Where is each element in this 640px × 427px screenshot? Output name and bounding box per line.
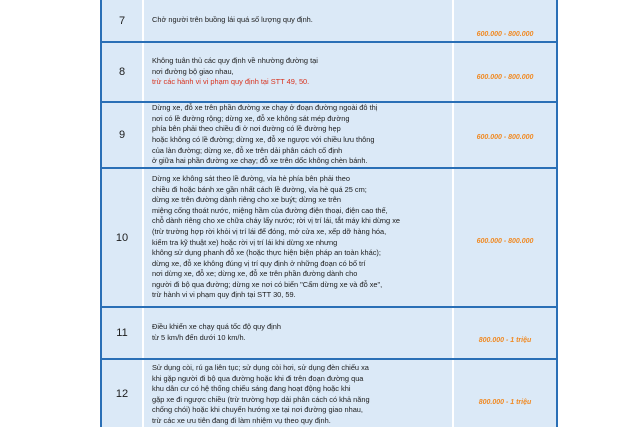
row-number: 11 xyxy=(102,308,142,358)
violation-description: Dừng xe không sát theo lề đường, vỉa hè phía bên phải theo chiều đi hoặc bánh xe gần nhất cách lề đường, vỉa hè quá 25 cm; dừng xe trên đường dành riêng cho xe buýt; dừng xe trên miệng cống thoát nước, miệng hầm của đường điện thoại, điện cao thế, chỗ dành riêng cho xe chữa cháy lấy nước; rời vị trí lái, tắt máy khi dừng xe (trừ trường hợp rời khỏi vị trí lái để đóng, mở cửa xe, xếp dỡ hàng hóa, kiểm tra kỹ thuật xe) hoặc rời vị trí lái khi dừng xe nhưng không sử dụng phanh đỗ xe (hoặc thực hiện biện pháp an toàn khác); dừng xe, đỗ xe không đúng vị trí quy định ở những đoạn có bố trí nơi dừng xe, đỗ xe; dừng xe, đỗ xe trên phần đường dành cho người đi bộ qua đường; dừng xe nơi có biển "Cấm dừng xe và đỗ xe", trừ hành vi vi phạm quy định tại STT 30, 59. xyxy=(152,173,401,300)
violation-text xyxy=(152,103,377,167)
table-row xyxy=(102,103,556,167)
fine-amount: 800.000 - 1 triệu xyxy=(478,337,532,344)
fine-cell xyxy=(454,360,556,427)
violation-text xyxy=(152,56,318,88)
violation-description: Không tuân thủ các quy định về nhường đường tại nơi đường bộ giao nhau, xyxy=(152,56,318,76)
violation-cell xyxy=(144,103,452,167)
violation-cell xyxy=(144,308,452,358)
fine-cell xyxy=(454,308,556,358)
violation-text xyxy=(152,15,313,26)
violation-cell xyxy=(144,0,452,41)
fine-amount: 800.000 - 1 triệu xyxy=(478,399,532,406)
violation-text xyxy=(152,174,400,301)
fine-amount: 600.000 - 800.000 xyxy=(476,238,534,245)
table-row xyxy=(102,360,556,427)
violation-cell xyxy=(144,43,452,101)
fine-amount: 600.000 - 800.000 xyxy=(476,74,534,81)
violation-exception: trừ các hành vi vi phạm quy định tại STT 49, 50. xyxy=(152,77,310,87)
fine-amount: 600.000 - 800.000 xyxy=(476,134,534,141)
fine-cell xyxy=(454,43,556,101)
fine-cell xyxy=(454,0,556,41)
fine-cell xyxy=(454,103,556,167)
fines-table xyxy=(100,0,558,427)
row-number: 10 xyxy=(102,169,142,306)
table-row xyxy=(102,308,556,358)
violation-description: Sử dụng còi, rú ga liên tục; sử dụng còi hơi, sử dụng đèn chiếu xa khi gặp người đi bộ qua đường hoặc khi đi trên đoạn đường qua khu dân cư có hệ thống chiếu sáng đang hoạt động hoặc khi gặp xe đi ngược chiều (trừ trường hợp dải phân cách có khả năng chống chói) hoặc khi chuyển hướng xe tại nơi đường giao nhau, trừ các xe ưu tiên đang đi làm nhiệm vụ theo quy định. xyxy=(152,363,370,425)
violation-cell xyxy=(144,169,452,306)
fine-cell xyxy=(454,169,556,306)
violation-description: Dừng xe, đỗ xe trên phần đường xe chạy ở đoạn đường ngoài đô thị nơi có lề đường rộng; dừng xe, đỗ xe không sát mép đường phía bên phải theo chiều đi ở nơi đường có lề đường hẹp hoặc không có lề đường; dừng xe, đỗ xe ngược với chiều lưu thông của làn đường; dừng xe, đỗ xe trên dải phân cách cố định ở giữa hai phần đường xe chạy; đỗ xe trên dốc không chèn bánh. xyxy=(152,103,378,166)
row-number: 8 xyxy=(102,43,142,101)
row-number: 7 xyxy=(102,0,142,41)
violation-description: Điều khiển xe chạy quá tốc độ quy định từ 5 km/h đến dưới 10 km/h. xyxy=(152,322,282,342)
table-row xyxy=(102,43,556,101)
table-row xyxy=(102,169,556,306)
fine-amount: 600.000 - 800.000 xyxy=(476,31,534,38)
violation-description: Chở người trên buồng lái quá số lượng quy định. xyxy=(152,15,313,25)
table-row xyxy=(102,0,556,41)
violation-text xyxy=(152,322,281,343)
row-number: 12 xyxy=(102,360,142,427)
row-number: 9 xyxy=(102,103,142,167)
violation-text xyxy=(152,363,370,427)
violation-cell xyxy=(144,360,452,427)
